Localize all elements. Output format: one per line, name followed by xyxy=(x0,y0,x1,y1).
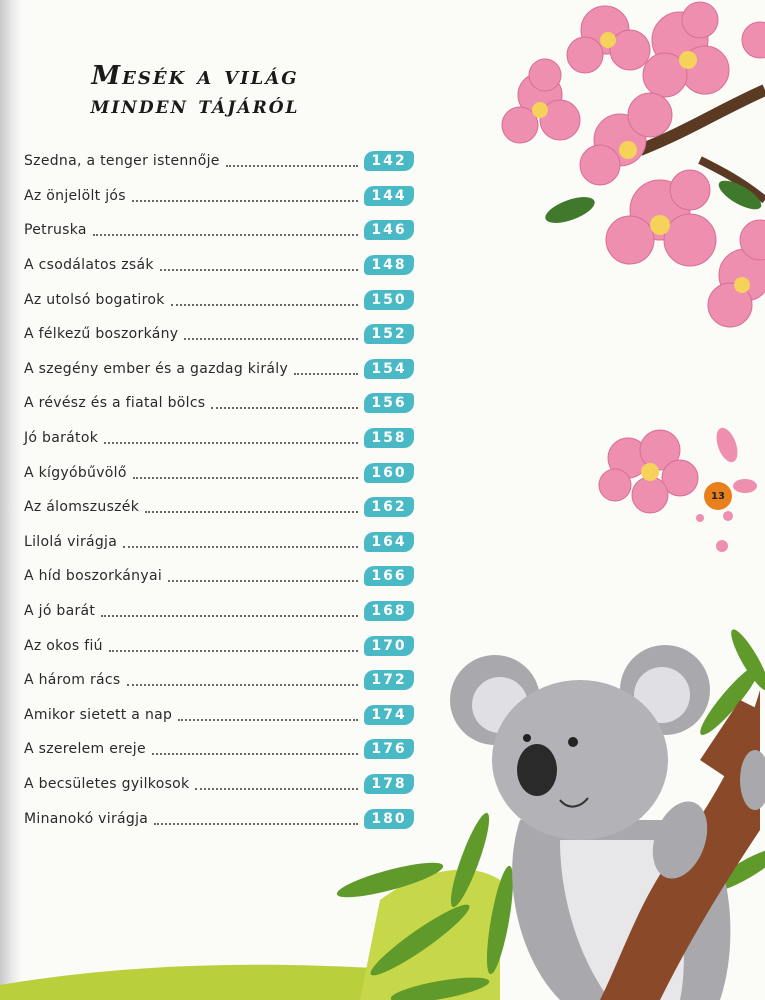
toc-entry-title: A csodálatos zsák xyxy=(24,257,154,274)
toc-entry-title: Az önjelölt jós xyxy=(24,187,126,204)
toc-entry-title: A kígyóbűvölő xyxy=(24,464,127,481)
page-title xyxy=(60,62,330,120)
toc-entry-title: Lilolá virágja xyxy=(24,533,118,550)
toc-entry[interactable] xyxy=(24,179,414,214)
leader-dots xyxy=(184,338,358,340)
title-line-2: minden tájáról xyxy=(90,90,300,119)
page-badge: 180 xyxy=(364,809,414,829)
page-number: 13 xyxy=(704,482,732,510)
small-blossom-illustration xyxy=(599,425,757,552)
toc-entry[interactable] xyxy=(24,282,414,317)
page-badge: 156 xyxy=(364,393,414,413)
leader-dots xyxy=(171,304,358,306)
toc-entry-title: Az okos fiú xyxy=(24,637,103,654)
toc-entry[interactable] xyxy=(24,455,414,490)
page-badge: 154 xyxy=(364,359,414,379)
leader-dots xyxy=(178,719,358,721)
toc-entry-title: Amikor sietett a nap xyxy=(24,706,173,723)
page-badge: 172 xyxy=(364,670,414,690)
toc-entry[interactable] xyxy=(24,663,414,698)
toc-entry[interactable] xyxy=(24,386,414,421)
leader-dots xyxy=(154,823,358,825)
toc-entry[interactable] xyxy=(24,525,414,560)
toc-entry[interactable] xyxy=(24,317,414,352)
page-badge: 148 xyxy=(364,255,414,275)
page-badge: 152 xyxy=(364,324,414,344)
toc-entry-title: A híd boszorkányai xyxy=(24,568,163,585)
toc-entry-title: Jó barátok xyxy=(24,430,99,447)
page-badge: 176 xyxy=(364,739,414,759)
toc-entry-title: Az utolsó bogatirok xyxy=(24,291,165,308)
toc-entry[interactable] xyxy=(24,594,414,629)
leader-dots xyxy=(93,234,358,236)
title-line-1: Mesék a világ xyxy=(91,61,299,91)
toc-entry[interactable] xyxy=(24,559,414,594)
leader-dots xyxy=(132,200,358,202)
leader-dots xyxy=(294,373,358,375)
leader-dots xyxy=(168,580,358,582)
leader-dots xyxy=(127,684,358,686)
page-badge: 150 xyxy=(364,290,414,310)
toc-entry[interactable] xyxy=(24,490,414,525)
table-of-contents xyxy=(24,144,414,836)
cherry-blossom-branch-illustration xyxy=(502,2,765,327)
toc-entry-title: Az álomszuszék xyxy=(24,499,140,516)
page-badge: 164 xyxy=(364,532,414,552)
page-badge: 170 xyxy=(364,636,414,656)
toc-entry-title: A révész és a fiatal bölcs xyxy=(24,395,206,412)
toc-entry-title: Minanokó virágja xyxy=(24,810,149,827)
page-badge: 142 xyxy=(364,151,414,171)
toc-entry-title: A három rács xyxy=(24,672,121,689)
page-badge: 162 xyxy=(364,497,414,517)
toc-entry-title: A becsületes gyilkosok xyxy=(24,775,190,792)
page-badge: 160 xyxy=(364,463,414,483)
toc-entry[interactable] xyxy=(24,144,414,179)
page-badge: 144 xyxy=(364,186,414,206)
page-badge: 166 xyxy=(364,566,414,586)
toc-entry[interactable] xyxy=(24,352,414,387)
toc-entry-title: Petruska xyxy=(24,222,87,239)
leader-dots xyxy=(104,442,358,444)
toc-entry-title: A szegény ember és a gazdag király xyxy=(24,360,289,377)
page-badge: 168 xyxy=(364,601,414,621)
toc-entry-title: A félkezű boszorkány xyxy=(24,326,179,343)
leader-dots xyxy=(123,546,358,548)
leader-dots xyxy=(133,477,358,479)
toc-entry[interactable] xyxy=(24,698,414,733)
page-badge: 158 xyxy=(364,428,414,448)
toc-entry[interactable] xyxy=(24,767,414,802)
leader-dots xyxy=(211,407,358,409)
toc-entry[interactable] xyxy=(24,213,414,248)
leader-dots xyxy=(145,511,358,513)
toc-entry-title: A jó barát xyxy=(24,603,96,620)
leader-dots xyxy=(152,753,358,755)
toc-entry[interactable] xyxy=(24,248,414,283)
toc-entry[interactable] xyxy=(24,732,414,767)
page-badge: 178 xyxy=(364,774,414,794)
leader-dots xyxy=(160,269,358,271)
toc-entry-title: Szedna, a tenger istennője xyxy=(24,153,220,170)
toc-entry[interactable] xyxy=(24,628,414,663)
leader-dots xyxy=(226,165,358,167)
page-badge: 146 xyxy=(364,220,414,240)
leader-dots xyxy=(101,615,358,617)
toc-entry-title: A szerelem ereje xyxy=(24,741,146,758)
leader-dots xyxy=(195,788,358,790)
toc-entry[interactable] xyxy=(24,421,414,456)
toc-entry[interactable] xyxy=(24,801,414,836)
page-badge: 174 xyxy=(364,705,414,725)
leader-dots xyxy=(109,650,358,652)
